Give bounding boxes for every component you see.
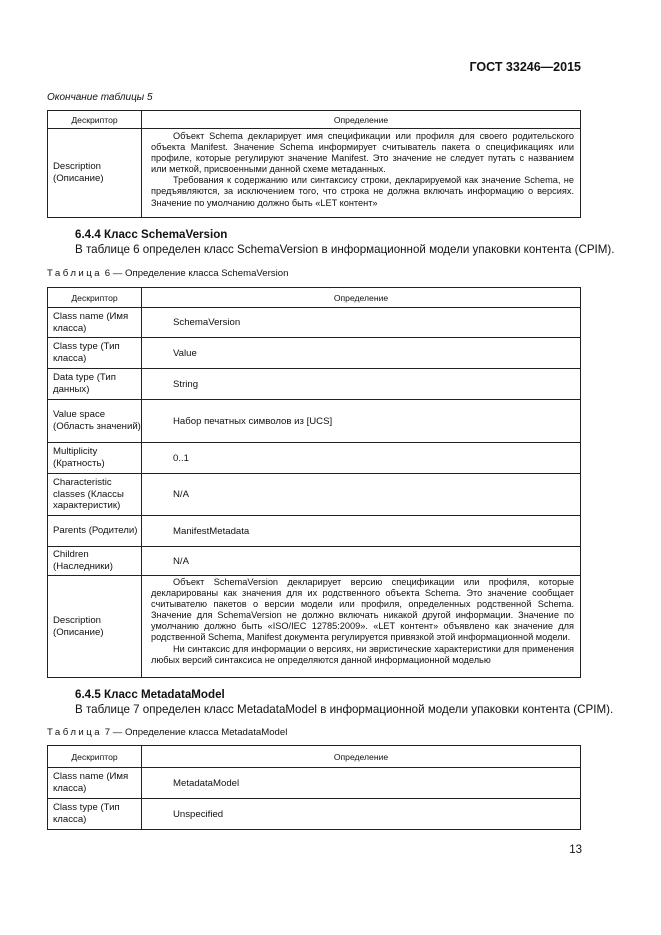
- table-row: [48, 369, 581, 400]
- definition-paragraph: Ни синтаксис для информации о версиях, ни эвристические характеристики для применения любых версий синтаксиса не определяются данной информационной моделью: [151, 643, 574, 665]
- row-label: Description (Описание): [48, 576, 142, 678]
- table-6-caption: [47, 268, 288, 279]
- row-value: N/A: [142, 547, 581, 576]
- table-header-row: [48, 111, 581, 129]
- row-label: Class type (Тип класса): [48, 799, 142, 830]
- section-text-6-4-4: В таблице 6 определен класс SchemaVersion в информационной модели упаковки контента (CPIM).: [75, 243, 615, 256]
- table-row: [48, 576, 581, 678]
- definition-paragraph: Требования к содержанию или синтаксису строки, декларируемой как значение Schema, не предъявляются, за исключением того, что строка не должна включать информацию о версиях. Значение по умолчанию должно быть «LET контент»: [151, 175, 574, 208]
- column-header-definition: Определение: [142, 746, 581, 768]
- section-heading-6-4-5: 6.4.5 Класс MetadataModel: [75, 688, 225, 701]
- row-label: Class type (Тип класса): [48, 338, 142, 369]
- row-label: Characteristic classes (Классы характеристик): [48, 474, 142, 516]
- table-row: [48, 547, 581, 576]
- row-label: Data type (Тип данных): [48, 369, 142, 400]
- row-label: Parents (Родители): [48, 516, 142, 547]
- table-6: [47, 287, 581, 678]
- section-heading-6-4-4: 6.4.4 Класс SchemaVersion: [75, 228, 228, 241]
- caption-word: Таблица: [47, 727, 103, 738]
- table-row: [48, 308, 581, 338]
- row-value: Unspecified: [142, 799, 581, 830]
- row-label: Class name (Имя класса): [48, 308, 142, 338]
- column-header-descriptor: Дескриптор: [48, 746, 142, 768]
- page-number: 13: [569, 844, 582, 856]
- row-definition: [142, 129, 581, 218]
- row-value: MetadataModel: [142, 768, 581, 799]
- column-header-definition: Определение: [142, 288, 581, 308]
- row-label: Class name (Имя класса): [48, 768, 142, 799]
- table-row: [48, 768, 581, 799]
- caption-text: 6 — Определение класса SchemaVersion: [104, 268, 289, 279]
- column-header-definition: Определение: [142, 111, 581, 129]
- caption-text: 7 — Определение класса MetadataModel: [104, 727, 288, 738]
- row-label: Children (Наследники): [48, 547, 142, 576]
- row-label: Multiplicity (Кратность): [48, 443, 142, 474]
- row-value: SchemaVersion: [142, 308, 581, 338]
- table-row: [48, 443, 581, 474]
- table-header-row: [48, 746, 581, 768]
- row-value: N/A: [142, 474, 581, 516]
- row-definition: [142, 576, 581, 678]
- table-7-caption: [47, 727, 287, 738]
- table-7: [47, 745, 581, 830]
- table-header-row: [48, 288, 581, 308]
- column-header-descriptor: Дескриптор: [48, 288, 142, 308]
- row-label: Value space (Область значений): [48, 400, 142, 443]
- table-row: [48, 129, 581, 218]
- definition-paragraph: Объект SchemaVersion декларирует версию спецификации или профиля, которые декларированы как значения для их родственного объекта Schema. Это значение сообщает считывателю пакетов о версии модели или профиля, определенных родственной Schema. Значение для SchemaVersion не должно включать никакой другой информации. Значение по умолчанию должно быть «ISO/IEC 12785:2009». «LET контент» объявлено как значение для родственной Schema, Manifest документа регулируется привязкой этой информационной модели.: [151, 577, 574, 643]
- table-row: [48, 338, 581, 369]
- table-row: [48, 799, 581, 830]
- standard-number: ГОСТ 33246—2015: [469, 60, 581, 74]
- row-value: Набор печатных символов из [UCS]: [142, 400, 581, 443]
- column-header-descriptor: Дескриптор: [48, 111, 142, 129]
- row-value: Value: [142, 338, 581, 369]
- table-row: [48, 474, 581, 516]
- row-value: String: [142, 369, 581, 400]
- caption-word: Таблица: [47, 268, 103, 279]
- definition-paragraph: Объект Schema декларирует имя спецификации или профиля для своего родительского объекта Manifest. Значение Schema информирует считыватель пакета о спецификациях или профиле, которые регулируют значение Manifest. Это значение не следует путать с названием или меткой, присвоенными данной схеме метаданных.: [151, 131, 574, 175]
- table-row: [48, 516, 581, 547]
- row-label: Description (Описание): [48, 129, 142, 218]
- table-continuation-note: Окончание таблицы 5: [47, 92, 153, 103]
- section-text-6-4-5: В таблице 7 определен класс MetadataModel в информационной модели упаковки контента (CPIM).: [75, 703, 614, 716]
- row-value: 0..1: [142, 443, 581, 474]
- table-row: [48, 400, 581, 443]
- row-value: ManifestMetadata: [142, 516, 581, 547]
- table-5: [47, 110, 581, 218]
